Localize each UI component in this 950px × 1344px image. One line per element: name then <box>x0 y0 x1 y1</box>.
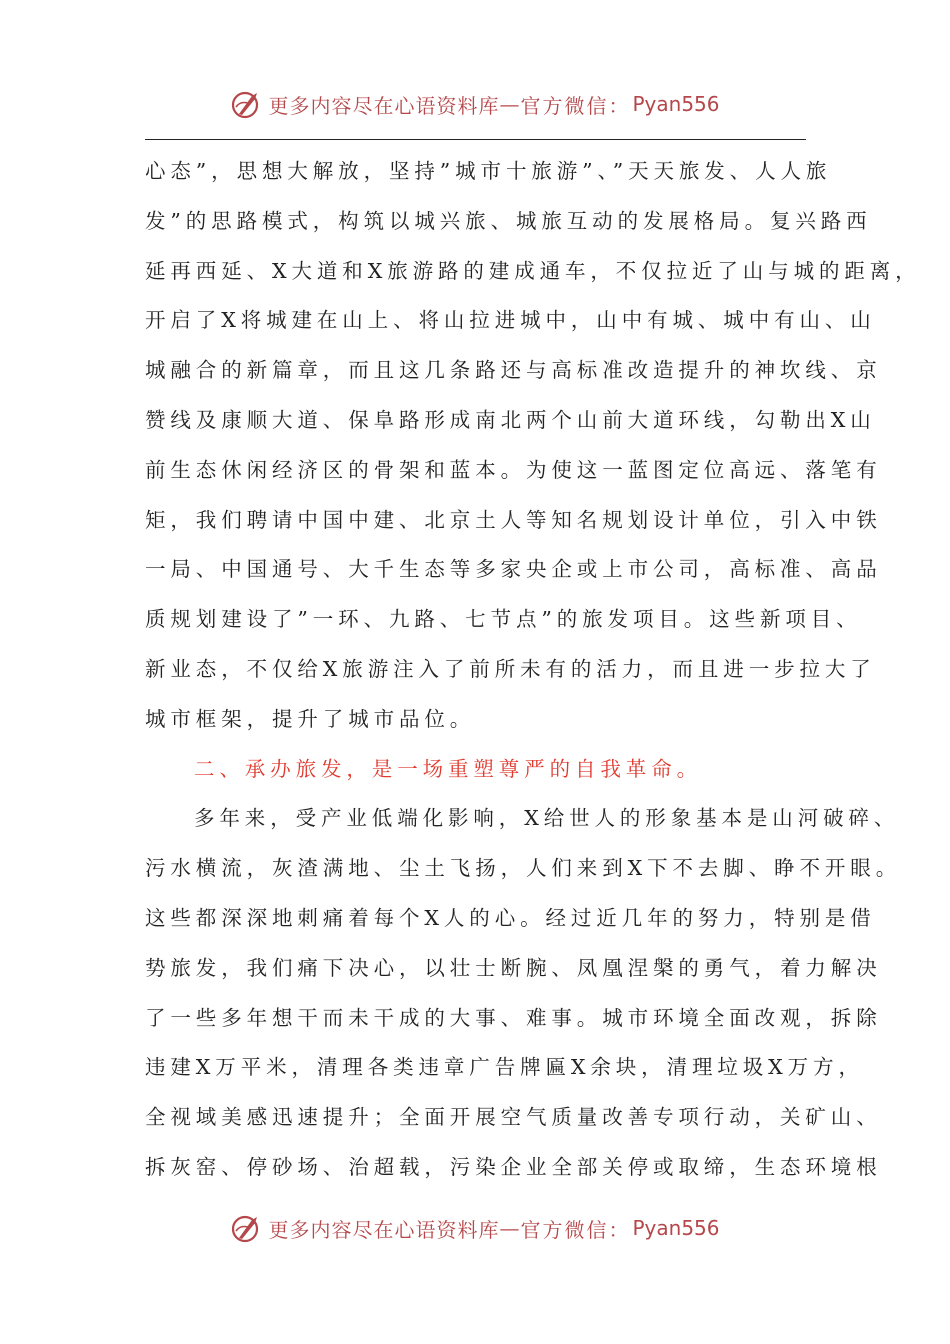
wechat-label: 官方微信： <box>520 93 631 118</box>
body-line: 势旅发，我们痛下决心，以壮士断腕、凤凰涅槃的勇气，着力解决 <box>145 955 882 980</box>
section-heading: 二、承办旅发，是一场重塑尊严的自我革命。 <box>194 756 702 781</box>
wechat-id: Pyan556 <box>632 92 720 116</box>
watermark-text: 更多内容尽在心语资料库 <box>268 1217 500 1242</box>
wechat-id: Pyan556 <box>632 1216 720 1240</box>
body-line: 城市框架，提升了城市品位。 <box>145 706 476 731</box>
body-line: 心态”，思想大解放，坚持”城市十旅游”、”天天旅发、人人旅 <box>145 159 832 183</box>
body-line: 污水横流，灰渣满地、尘土飞扬，人们来到X下不去脚、睁不开眼。 <box>145 856 902 881</box>
body-line: 全视域美感迅速提升；全面开展空气质量改善专项行动，关矿山、 <box>145 1105 882 1130</box>
watermark-text: 更多内容尽在心语资料库 <box>268 93 500 118</box>
body-line: 多年来，受产业低端化影响，X给世人的形象基本是山河破碎、 <box>194 806 900 831</box>
body-line: 拆灰窑、停砂场、治超载，污染企业全部关停或取缔，生态环境根 <box>145 1154 882 1179</box>
body-line: 一局、中国通号、大千生态等多家央企或上市公司，高标准、高品 <box>145 557 882 582</box>
pen-logo-icon <box>230 87 264 121</box>
footer-watermark <box>0 1208 950 1248</box>
body-line: 前生态休闲经济区的骨架和蓝本。为使这一蓝图定位高远、落笔有 <box>145 457 882 482</box>
body-line: 质规划建设了”一环、九路、七节点”的旅发项目。这些新项目、 <box>145 607 862 632</box>
body-line: 城融合的新篇章，而且这几条路还与高标准改造提升的神坎线、京 <box>145 358 882 383</box>
body-line: 延再西延、X大道和X旅游路的建成通车，不仅拉近了山与城的距离， <box>145 258 921 283</box>
header-divider <box>145 139 806 140</box>
body-line: 矩，我们聘请中国中建、北京土人等知名规划设计单位，引入中铁 <box>145 507 882 532</box>
wechat-label: 官方微信： <box>520 1217 631 1242</box>
body-line: 开启了X将城建在山上、将山拉进城中，山中有城、城中有山、山 <box>145 308 876 333</box>
header-watermark <box>0 84 950 124</box>
watermark-dash: — <box>499 1216 521 1240</box>
watermark-dash: — <box>499 92 521 116</box>
body-line: 赞线及康顺大道、保阜路形成南北两个山前大道环线，勾勒出X山 <box>145 407 876 432</box>
document-body <box>145 147 921 1193</box>
body-line: 违建X万平米，清理各类违章广告牌匾X余块，清理垃圾X万方， <box>145 1055 864 1080</box>
body-line: 新业态，不仅给X旅游注入了前所未有的活力，而且进一步拉大了 <box>145 656 876 681</box>
pen-logo-icon <box>230 1211 264 1245</box>
body-line: 发”的思路模式，构筑以城兴旅、城旅互动的发展格局。复兴路西 <box>145 208 872 233</box>
body-line: 了一些多年想干而未干成的大事、难事。城市环境全面改观，拆除 <box>145 1005 882 1030</box>
body-line: 这些都深深地刺痛着每个X人的心。经过近几年的努力，特别是借 <box>145 905 876 930</box>
